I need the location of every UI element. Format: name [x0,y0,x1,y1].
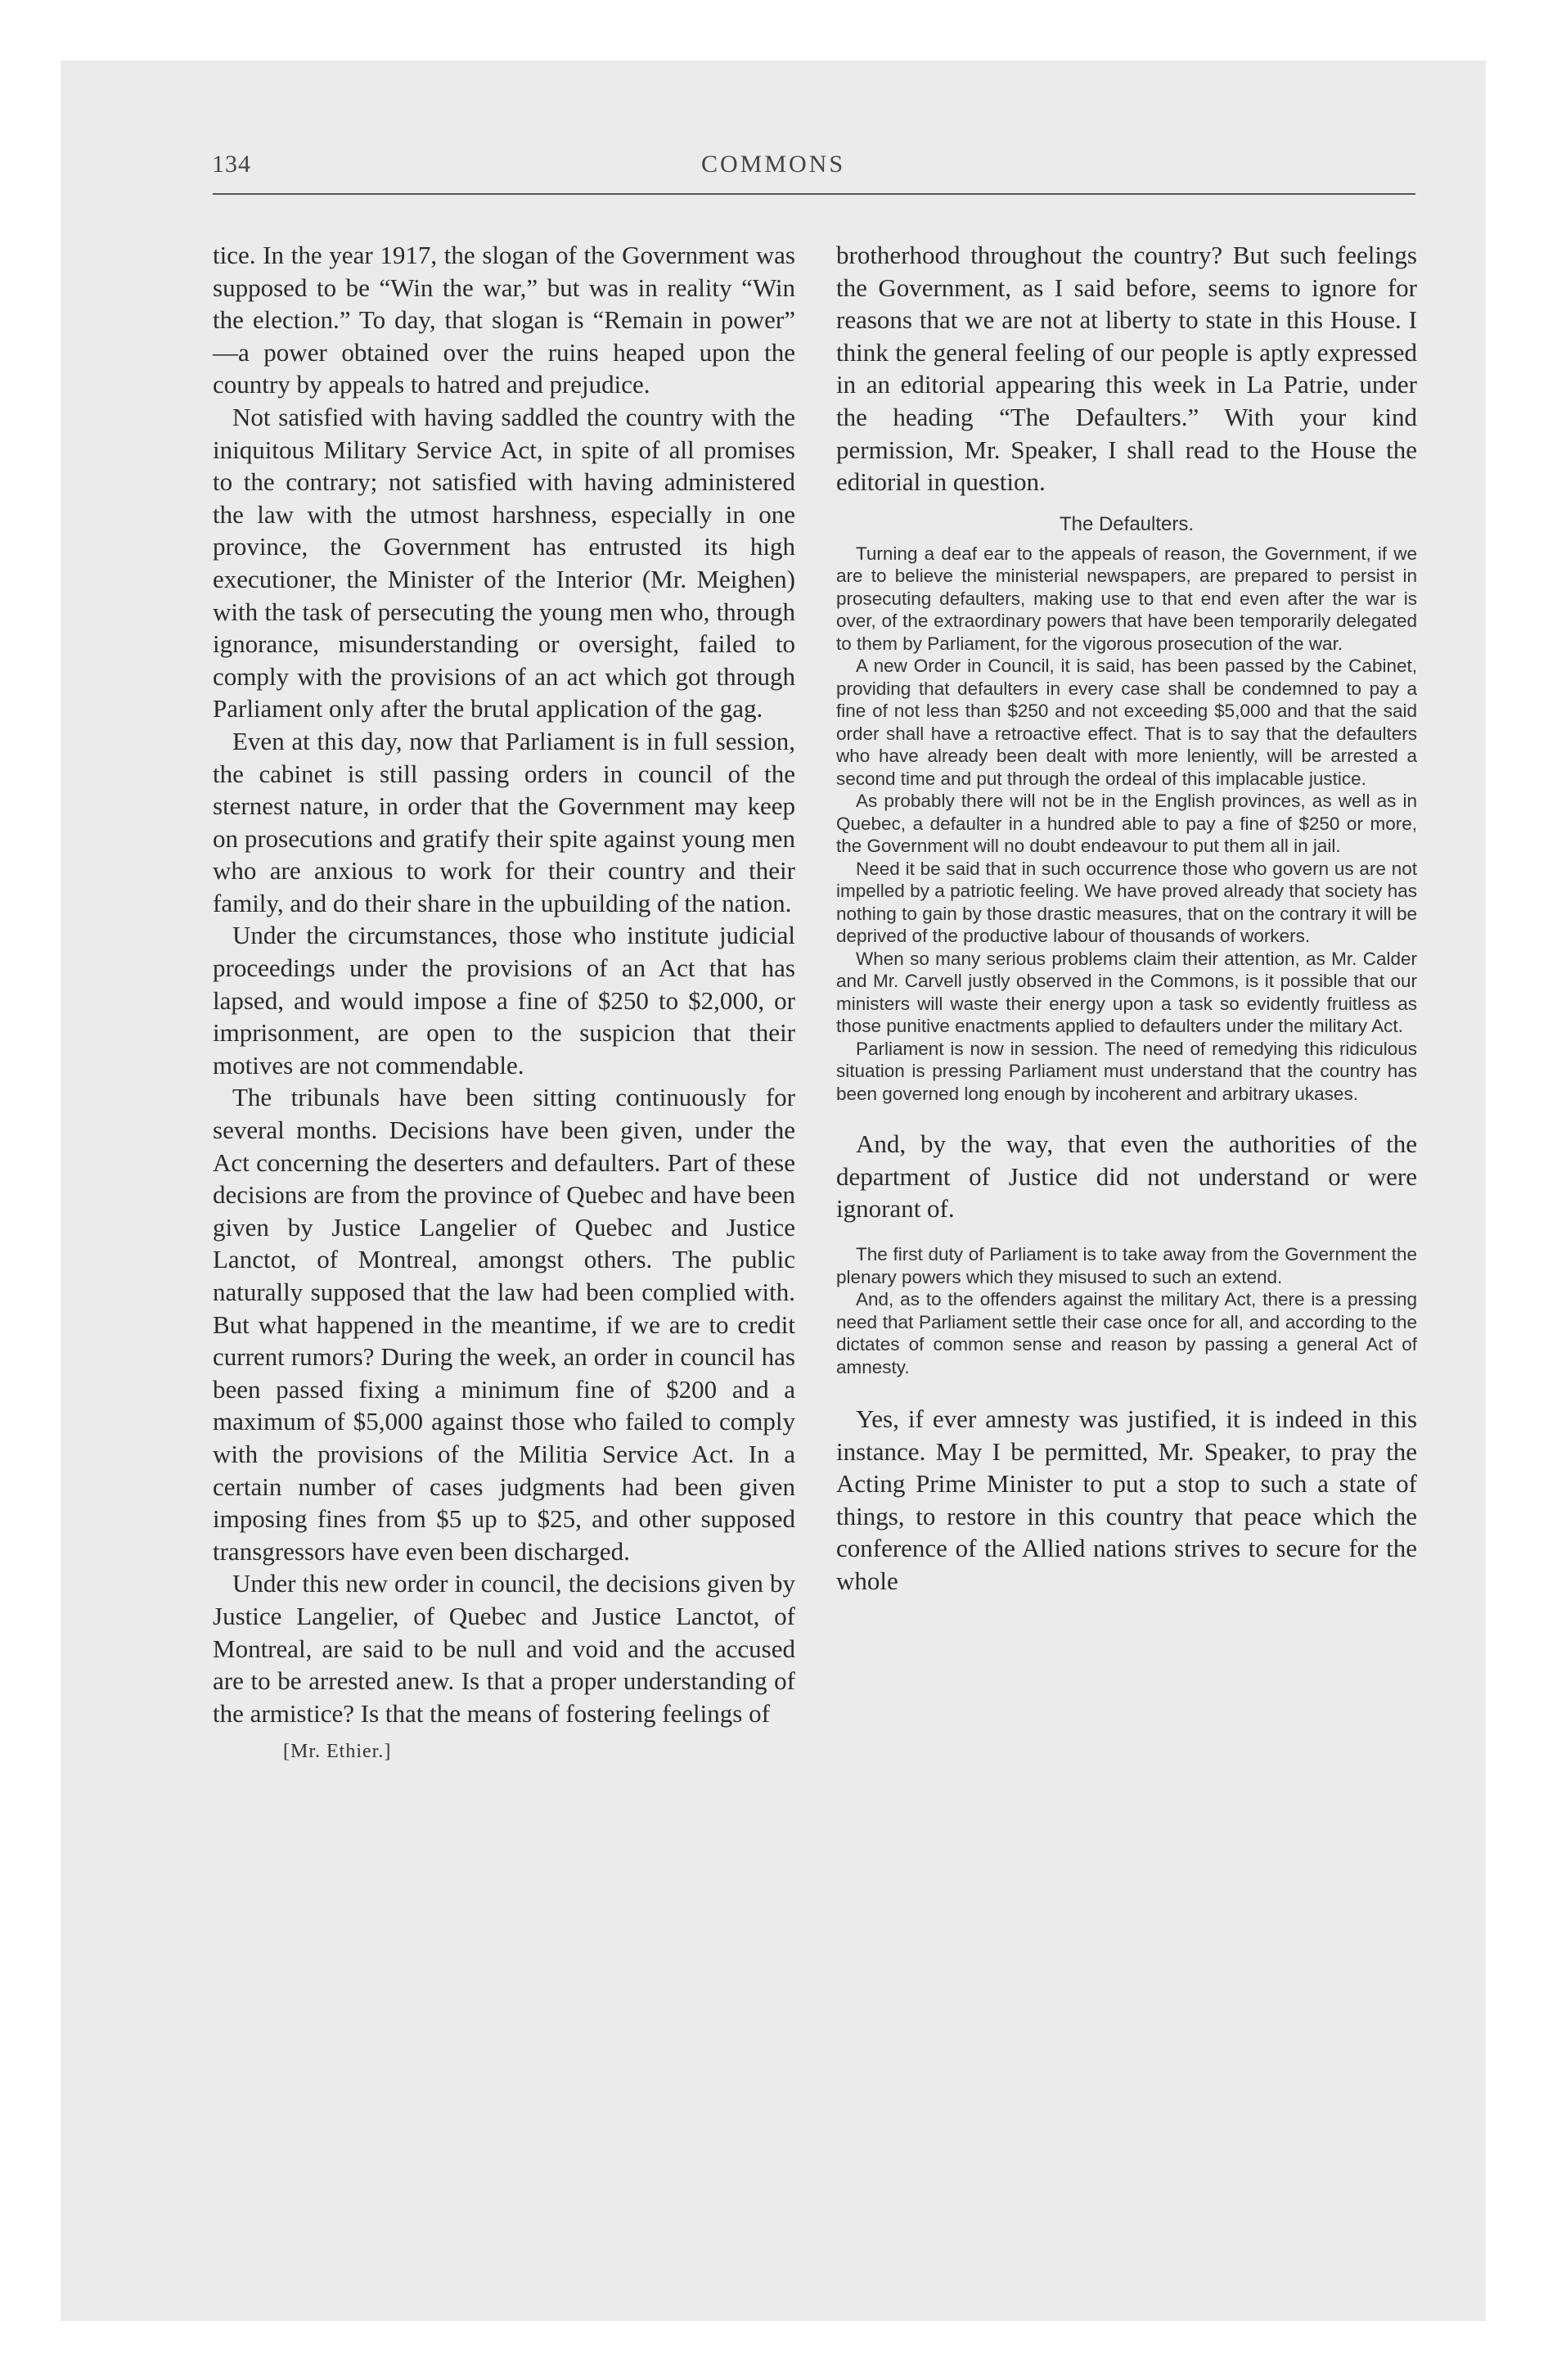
quote-paragraph: And, as to the offenders against the military Act, there is a pressing need that Parliament settle their case once for all, and according to the dictates of common sense and reason by passing a general Act of amnesty. [836,1289,1417,1377]
page-number: 134 [212,151,251,178]
page [61,61,1486,2321]
header-rule [213,193,1415,195]
paragraph: Not satisfied with having saddled the country with the iniquitous Military Service Act, in spite of all promises to the contrary; not satisfied with having administered the law with the utmost harshness, especially in one province, the Government has entrusted its high executioner, the Minister of the Interior (Mr. Meighen) with the task of persecuting the young men who, through ignorance, misunderstanding or oversight, failed to comply with the provisions of an act which got through Parliament only after the brutal application of the gag. [213,402,795,723]
running-head: COMMONS [700,151,846,178]
paragraph: Under the circumstances, those who institute judicial proceedings under the provisions of an Act that has lapsed, and would impose a fine of $250 to $2,000, or imprisonment, are open to the suspicion that their motives are not commendable. [213,921,795,1080]
paragraph: tice. In the year 1917, the slogan of the Government was supposed to be “Win the war,” but was in reality “Win the election.” To day, that slogan is “Remain in power” —a power obtained over the ruins heaped upon the country by appeals to hatred and prejudice. [213,241,795,399]
quote-paragraph: When so many serious problems claim their attention, as Mr. Calder and Mr. Carvell justly observed in the Commons, is it possible that our ministers will waste their energy upon a task so evidently fruitless as those punitive enactments applied to defaulters under the military Act. [836,948,1417,1037]
quote-paragraph: The first duty of Parliament is to take away from the Government the plenary powers which they misused to such an extend. [836,1244,1417,1287]
quote-paragraph: As probably there will not be in the English provinces, as well as in Quebec, a defaulter in a hundred able to pay a fine of $250 or more, the Government will no doubt endeavour to put them all in jail. [836,791,1417,857]
right-column [836,239,1417,1598]
paragraph: brotherhood throughout the country? But such feelings the Government, as I said before, seems to ignore for reasons that we are not at liberty to state in this House. I think the general feeling of our people is aptly expressed in an editorial appearing this week in La Patrie, under the heading “The Defaulters.” With your kind permission, Mr. Speaker, I shall read to the House the editorial in question. [836,241,1417,497]
left-column [213,239,795,1763]
speaker-attribution: [Mr. Ethier.] [283,1741,392,1763]
paragraph: And, by the way, that even the authorities of the department of Justice did not understand or were ignorant of. [836,1129,1417,1224]
editorial-title: The Defaulters. [1059,512,1195,535]
quote-paragraph: A new Order in Council, it is said, has been passed by the Cabinet, providing that defaulters in every case shall be condemned to pay a fine of not less than $250 and not exceeding $5,000 and that the said order shall have a retroactive effect. That is to say that the defaulters who have already been dealt with more leniently, will be arrested a second time and put through the ordeal of this implacable justice. [836,656,1417,789]
paragraph: Yes, if ever amnesty was justified, it is indeed in this instance. May I be permitted, Mr. Speaker, to pray the Acting Prime Minister to put a stop to such a state of things, to restore in this country that peace which the conference of the Allied nations strives to secure for the whole [836,1404,1417,1595]
paragraph: The tribunals have been sitting continuously for several months. Decisions have been given, under the Act concerning the deserters and defaulters. Part of these decisions are from the province of Quebec and have been given by Justice Langelier of Quebec and Justice Lanctot, of Montreal, amongst others. The public naturally supposed that the law had been complied with. But what happened in the meantime, if we are to credit current rumors? During the week, an order in council has been passed fixing a minimum fine of $200 and a maximum of $5,000 against those who failed to comply with the provisions of the Militia Service Act. In a certain number of cases judgments had been given imposing fines from $5 up to $25, and other supposed transgressors have even been discharged. [213,1083,795,1566]
editorial-quote-2 [836,1243,1417,1378]
quote-paragraph: Parliament is now in session. The need of remedying this ridiculous situation is pressing Parliament must understand that the country has been governed long enough by incoherent and arbitrary ukases. [836,1038,1417,1104]
editorial-quote [836,543,1417,1106]
paragraph: Even at this day, now that Parliament is in full session, the cabinet is still passing orders in council of the sternest nature, in order that the Government may keep on prosecutions and gratify their spite against young men who are anxious to work for their country and their family, and do their share in the upbuilding of the nation. [213,726,795,917]
paragraph: Under this new order in council, the decisions given by Justice Langelier, of Quebec and Justice Lanctot, of Montreal, are said to be null and void and the accused are to be arrested anew. Is that a proper understanding of the armistice? Is that the means of fostering feelings of [213,1569,795,1728]
quote-paragraph: Turning a deaf ear to the appeals of reason, the Government, if we are to believe the ministerial newspapers, are prepared to persist in prosecuting defaulters, making use to that end even after the war is over, of the extraordinary powers that have been temporarily delegated to them by Parliament, for the vigorous prosecution of the war. [836,543,1417,654]
quote-paragraph: Need it be said that in such occurrence those who govern us are not impelled by a patriotic feeling. We have proved already that society has nothing to gain by those drastic measures, that on the contrary it will be deprived of the productive labour of thousands of workers. [836,858,1417,947]
